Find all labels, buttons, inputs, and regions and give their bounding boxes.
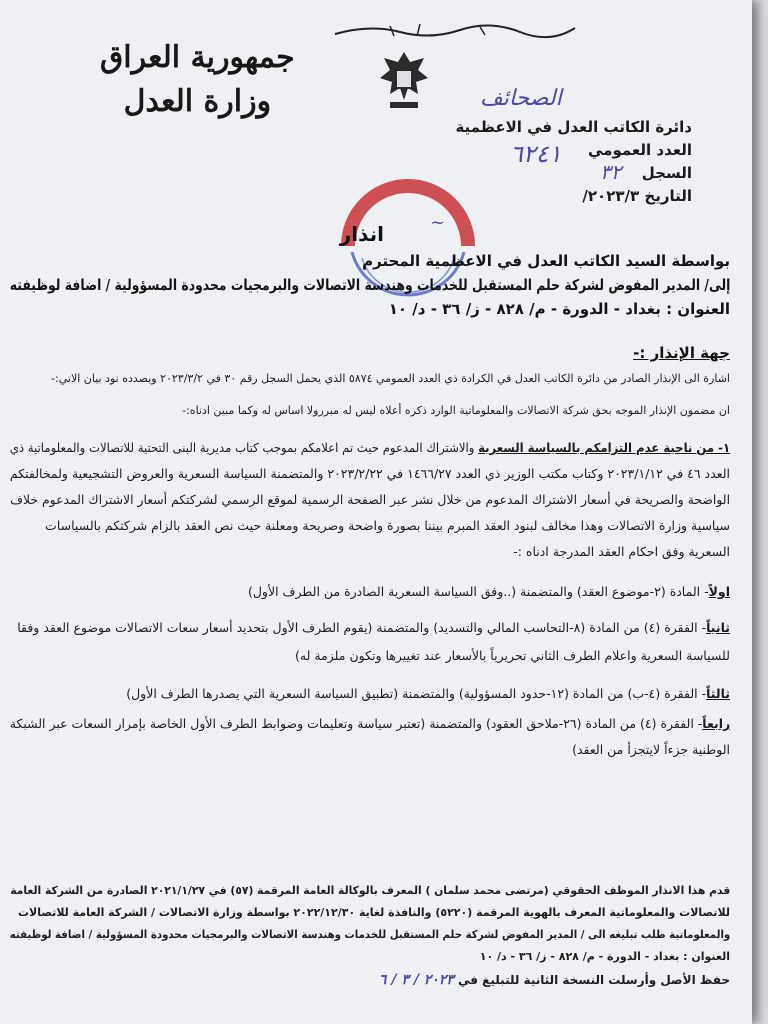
article-2-text: - الفقرة (٤) من المادة (٨-التحاسب المالي والتسديد) والمتضمنة (يقوم الطرف الأول بتحديد أسعار سعات الاتصالات موضوع العقد وفقا [17,620,707,635]
date-label: التاريخ [644,187,692,205]
article-2 [17,620,730,635]
article-3 [126,686,730,701]
ministry-header [100,36,295,124]
closing-date: ٢٠٢٣ / ٣ / ٦ [378,972,454,988]
handwritten-number: ٦٢٤١ [510,140,562,168]
closing-text: حفظ الأصل وأرسلت النسخة الثانية للتبليغ في [458,973,730,987]
handwritten-register: ٣٢ [600,160,622,184]
article-1-ordinal: اولاً [708,584,730,599]
article-4-ordinal: رابعاً [702,716,730,731]
department-label: دائرة الكاتب العدل في الاعظمية [455,118,692,136]
footer-closing [379,972,730,988]
article-1 [248,584,730,599]
article-4-cont: الوطنية جزءاً لايتجزأ من العقد) [572,742,730,757]
office-info [452,116,692,208]
intro-line-1: اشارة الى الإنذار الصادر من دائرة الكاتب العدل في الكرادة ذي العدد العمومي ٥٨٧٤ الذي يحمل السجل رقم ٣٠ في ٢٠٢٣/٣/٢ وبصدده نود بيان الاتي:- [51,372,730,385]
via-line: بواسطة السيد الكاتب العدل في الاعظمية المحترم [362,252,730,270]
article-3-text: - الفقرة (٤-ب) من المادة (١٢-حدود المسؤولية) والمتضمنة (تطبيق السياسة السعرية التي يصدرها الطرف الأول) [126,686,707,701]
article-4 [10,716,730,731]
footer-line-2: للاتصالات والمعلوماتية المعرف بالهوية المرقمة (٥٢٢٠) والنافذة لغاية ٢٠٢٢/١٢/٣٠ بواسطة وزارة الاتصالات / الشركة العامة للاتصالات [17,906,730,919]
handwritten-page: الصحائف [480,86,562,111]
point1-line-4: سياسية وزارة الاتصالات وهذا مخالف لبنود العقد المبرم بيننا بصورة واضحة وصريحة ومعلنة حيث نص العقد بالزام شركتكم بالسياسات [45,518,730,533]
article-3-ordinal: ثالثاً [706,686,730,701]
to-line: إلى/ المدير المفوض لشركة حلم المستقبل للخدمات وهندسة الاتصالات والبرمجيات محدودة المسؤولية / اضافة لوظيفته [9,276,730,294]
signature-scribble [330,18,580,44]
republic-name: جمهورية العراق [100,40,295,75]
footer-line-4: العنوان : بغداد - الدورة - م/ ٨٢٨ - ز/ ٣٦ - د/ ١٠ [479,950,730,963]
point1-line-3: الواضحة والصريحة في أسعار الاشتراك المدعوم من خلال نشر عبر الصفحة الرسمية لموقع الرسمي لشركتكم أسعار الاشتراك المدعوم خلاف [10,492,730,507]
document-title: انذار [339,222,384,246]
point1-lead: ١- من ناحية عدم التزامكم بالسياسة السعرية [477,440,730,455]
intro-line-2: ان مضمون الإنذار الموجه بحق شركة الاتصالات والمعلوماتية الوارد ذكره أعلاه ليس له مبررولا اساس له وكما مبين ادناه:- [182,404,730,417]
article-4-text: - الفقرة (٤) من المادة (٢٦-ملاحق العقود) والمتضمنة (تعتبر سياسة وتعليمات وضوابط الطرف الأول الخاصة بإمرار السعات عبر الشبكة [9,716,703,731]
point1-text-1: والاشتراك المدعوم حيث تم اعلامكم بموجب كتاب مديرية البنى التحتية للاتصالات والمعلوماتية ذي [9,440,475,455]
address-line: العنوان : بغداد - الدورة - م/ ٨٢٨ - ز/ ٣٦ - د/ ١٠ [388,300,730,318]
article-2-ordinal: ثانياً [706,620,730,635]
article-1-text: - المادة (٢-موضوع العقد) والمتضمنة (..وفق السياسة السعرية الصادرة من الطرف الأول) [247,584,709,599]
date-row [452,185,692,208]
handwritten-signature: ~ [430,212,446,233]
footer-line-1: قدم هذا الانذار الموظف الحقوقي (مرتضى محمد سلمان ) المعرف بالوكالة العامة المرقمة (٥٧) في ٢٠٢١/١/٢٧ الصادرة من الشركة العامة [9,884,730,897]
point1-line-2: العدد ٤٦ في ٢٠٢٣/١/١٢ وكتاب مكتب الوزير ذي العدد ١٤٦٦/٢٧ في ٢٠٢٣/٢/٢٢ والمتضمنة السياسة السعرية والعروض التشجيعية ولمخالفتكم [9,466,730,481]
general-number-label: العدد العمومي [588,141,692,159]
date-value: ٢٠٢٣/٣/ [582,187,640,205]
section-heading: جهة الإنذار :- [633,344,730,362]
footer-line-3: والمعلوماتية طلب تبليغه الى / المدير المفوض لشركة حلم المستقبل للخدمات وهندسة الاتصالات والبرمجيات محدودة المسؤولية / اضافة لوظيفته [9,928,730,941]
point1-line-5: السعرية وفق احكام العقد المدرجة ادناه :- [513,544,730,559]
register-label: السجل [641,164,692,182]
iraq-emblem-icon [376,48,432,116]
article-2-cont: للسياسة السعرية واعلام الطرف الثاني تحريرياً بالأسعار عند تغييرها وتكون ملزمة له) [294,648,730,663]
ministry-name: وزارة العدل [123,84,272,119]
point1-line-1 [10,440,730,455]
